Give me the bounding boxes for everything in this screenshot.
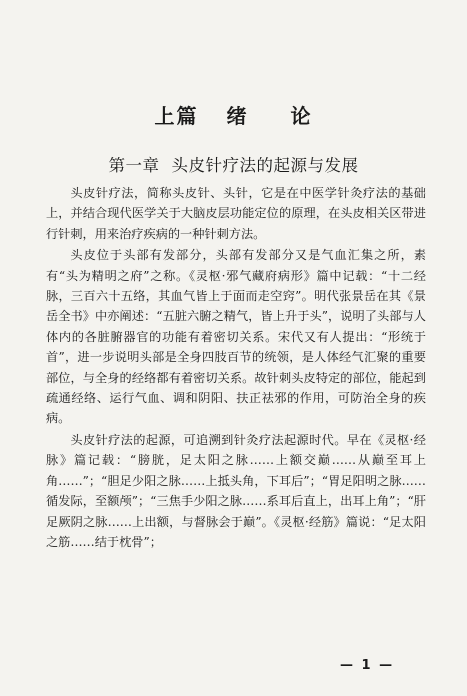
chapter-number: 第一章 [108, 156, 160, 175]
part-title-char-1: 绪 [226, 104, 249, 128]
body-text [46, 183, 426, 552]
part-title-char-2: 论 [290, 104, 313, 128]
paragraph-3: 头皮针疗法的起源，可追溯到针灸疗法起源时代。早在《灵枢·经脉》篇记载：“膀胱，足太阳之脉……上额交巅……从巅至耳上角……”；“胆足少阳之脉……上抵头角，下耳后”；“胃足阳明之脉……循发际，至额颅”；“三焦手少阳之脉……系耳后直上，出耳上角”；“肝足厥阴之脉……上出额，与督脉会于巅”。《灵枢·经筋》篇说：“足太阳之筋……结于枕骨”； [46, 432, 426, 549]
part-title-part: 上篇 [154, 104, 199, 128]
page-number: — 1 — [340, 658, 395, 673]
chapter-title: 头皮针疗法的起源与发展 [171, 156, 359, 175]
part-title [0, 100, 467, 129]
paragraph-2: 头皮位于头部有发部分，头部有发部分又是气血汇集之所，素有“头为精明之府”之称。《灵枢·邪气藏府病形》篇中记载：“十二经脉，三百六十五络，其血气皆上于面而走空窍”。明代张景岳在其《景岳全书》中亦阐述：“五脏六腑之精气，皆上升于头”，说明了头部与人体内的各脏腑器官的功能有着密切关系。宋代又有人提出：“形统于首”，进一步说明头部是全身四肢百节的统领，是人体经气汇聚的重要部位，与全身的经络都有着密切关系。故针刺头皮特定的部位，能起到疏通经络、运行气血、调和阴阳、扶正祛邪的作用，可防治全身的疾病。 [46, 248, 426, 426]
paragraph-1: 头皮针疗法，简称头皮针、头针，它是在中医学针灸疗法的基础上，并结合现代医学关于大脑皮层功能定位的原理，在头皮相关区带进行针刺，用来治疗疾病的一种针刺方法。 [46, 186, 426, 241]
chapter-heading [0, 152, 467, 176]
